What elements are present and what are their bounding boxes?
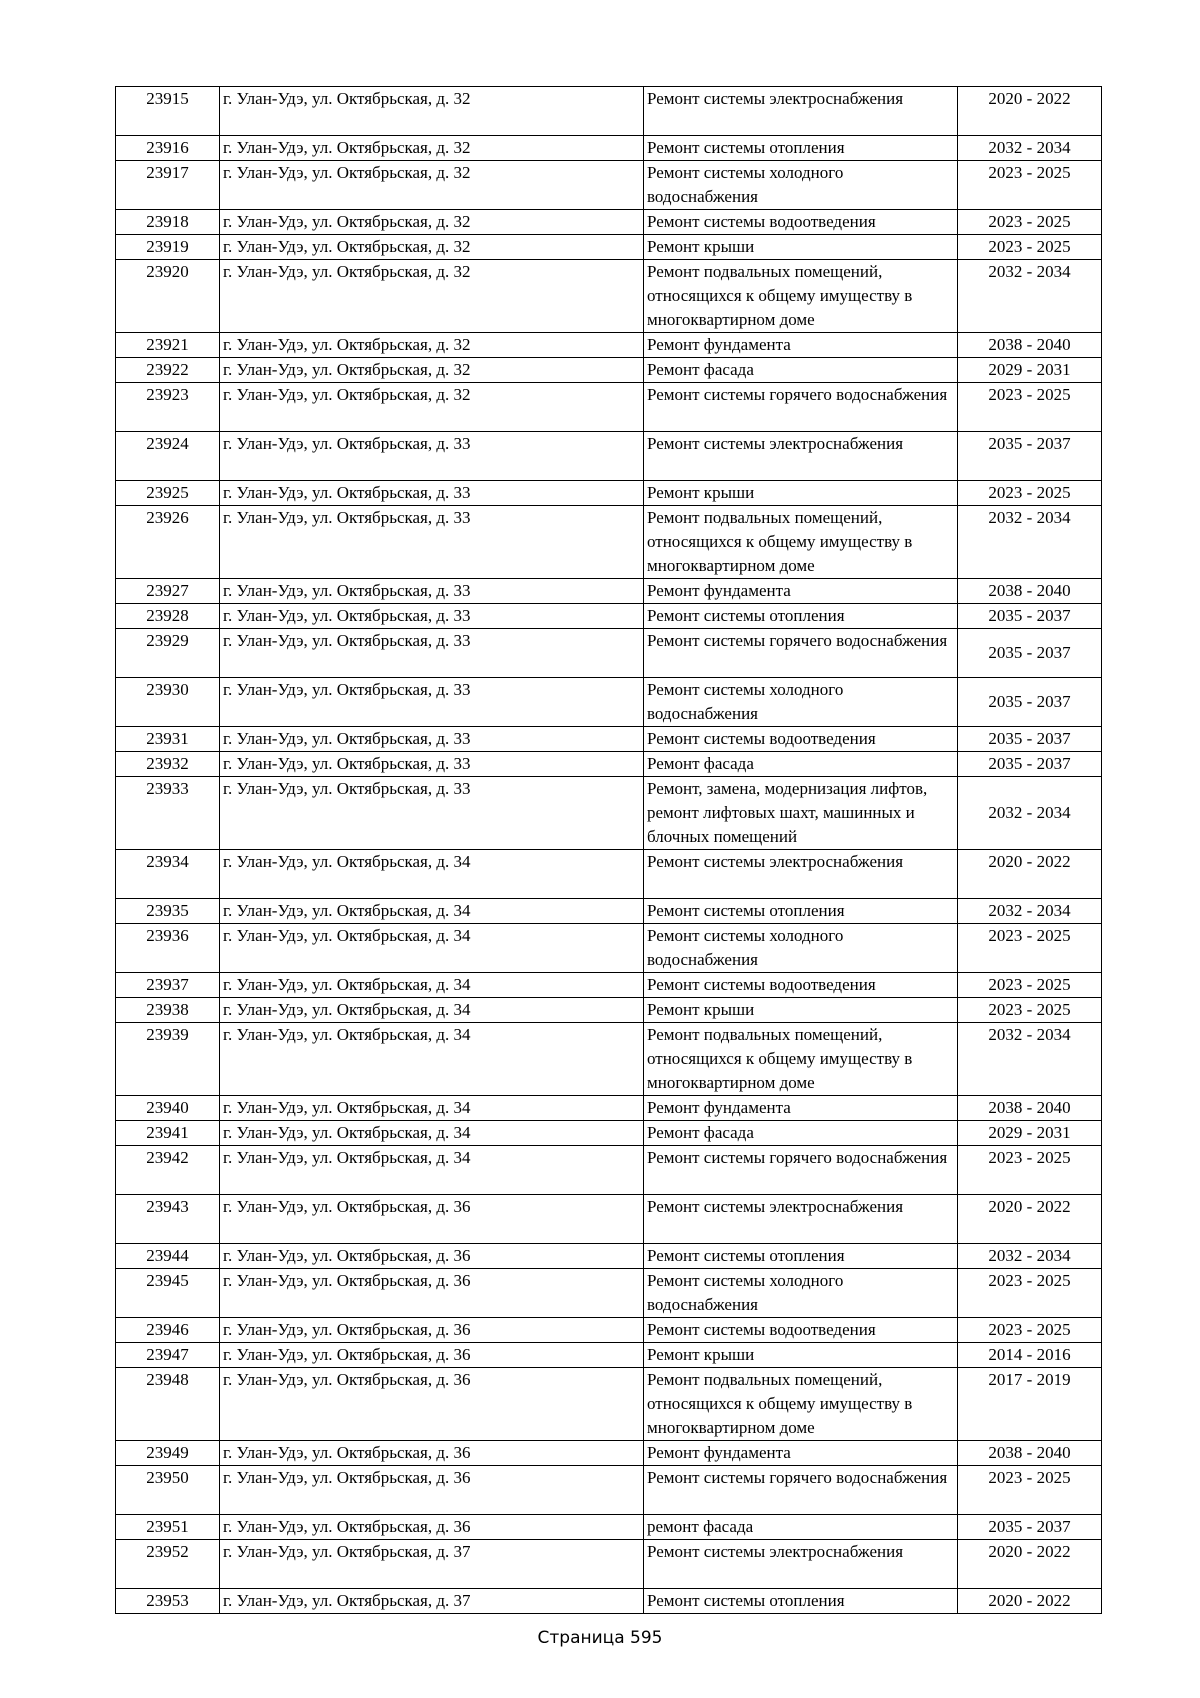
row-address: г. Улан-Удэ, ул. Октябрьская, д. 33 <box>220 579 644 604</box>
row-work-type: Ремонт системы отопления <box>644 1589 958 1614</box>
row-work-type: Ремонт подвальных помещений, относящихся к общему имуществу в многоквартирном доме <box>644 1368 958 1441</box>
table-row <box>116 1515 1102 1540</box>
row-work-type: Ремонт фасада <box>644 358 958 383</box>
works-table <box>115 86 1102 1614</box>
table-row <box>116 1466 1102 1515</box>
row-address: г. Улан-Удэ, ул. Октябрьская, д. 36 <box>220 1515 644 1540</box>
table-row <box>116 432 1102 481</box>
table-row <box>116 899 1102 924</box>
row-address: г. Улан-Удэ, ул. Октябрьская, д. 33 <box>220 629 644 678</box>
row-work-type: Ремонт системы холодного водоснабжения <box>644 161 958 210</box>
row-work-type: Ремонт фундамента <box>644 579 958 604</box>
row-work-type: Ремонт крыши <box>644 481 958 506</box>
table-row <box>116 1146 1102 1195</box>
row-id: 23946 <box>116 1318 220 1343</box>
row-id: 23951 <box>116 1515 220 1540</box>
row-period: 2032 - 2034 <box>958 136 1102 161</box>
row-id: 23948 <box>116 1368 220 1441</box>
row-period: 2023 - 2025 <box>958 235 1102 260</box>
row-work-type: Ремонт системы водоотведения <box>644 1318 958 1343</box>
row-period: 2029 - 2031 <box>958 358 1102 383</box>
table-row <box>116 998 1102 1023</box>
row-id: 23922 <box>116 358 220 383</box>
table-row <box>116 481 1102 506</box>
row-work-type: Ремонт крыши <box>644 998 958 1023</box>
row-period: 2035 - 2037 <box>958 678 1102 727</box>
row-id: 23925 <box>116 481 220 506</box>
row-address: г. Улан-Удэ, ул. Октябрьская, д. 37 <box>220 1589 644 1614</box>
row-id: 23939 <box>116 1023 220 1096</box>
table-row <box>116 1269 1102 1318</box>
row-period: 2032 - 2034 <box>958 899 1102 924</box>
row-address: г. Улан-Удэ, ул. Октябрьская, д. 33 <box>220 752 644 777</box>
table-row <box>116 260 1102 333</box>
row-id: 23944 <box>116 1244 220 1269</box>
row-id: 23943 <box>116 1195 220 1244</box>
row-id: 23942 <box>116 1146 220 1195</box>
table-row <box>116 161 1102 210</box>
table-row <box>116 777 1102 850</box>
row-work-type: Ремонт системы горячего водоснабжения <box>644 1466 958 1515</box>
table-row <box>116 1540 1102 1589</box>
row-address: г. Улан-Удэ, ул. Октябрьская, д. 34 <box>220 899 644 924</box>
row-id: 23935 <box>116 899 220 924</box>
row-address: г. Улан-Удэ, ул. Октябрьская, д. 34 <box>220 1146 644 1195</box>
row-address: г. Улан-Удэ, ул. Октябрьская, д. 36 <box>220 1441 644 1466</box>
table-row <box>116 1441 1102 1466</box>
row-address: г. Улан-Удэ, ул. Октябрьская, д. 36 <box>220 1244 644 1269</box>
row-work-type: Ремонт системы электроснабжения <box>644 87 958 136</box>
row-period: 2020 - 2022 <box>958 1589 1102 1614</box>
table-row <box>116 358 1102 383</box>
row-period: 2023 - 2025 <box>958 1466 1102 1515</box>
row-address: г. Улан-Удэ, ул. Октябрьская, д. 32 <box>220 235 644 260</box>
row-id: 23945 <box>116 1269 220 1318</box>
row-work-type: Ремонт системы отопления <box>644 899 958 924</box>
row-id: 23938 <box>116 998 220 1023</box>
row-work-type: Ремонт системы горячего водоснабжения <box>644 1146 958 1195</box>
row-work-type: Ремонт фундамента <box>644 333 958 358</box>
row-period: 2023 - 2025 <box>958 1269 1102 1318</box>
row-period: 2032 - 2034 <box>958 1244 1102 1269</box>
table-row <box>116 604 1102 629</box>
row-address: г. Улан-Удэ, ул. Октябрьская, д. 34 <box>220 850 644 899</box>
table-row <box>116 850 1102 899</box>
row-period: 2023 - 2025 <box>958 924 1102 973</box>
row-period: 2023 - 2025 <box>958 1318 1102 1343</box>
row-address: г. Улан-Удэ, ул. Октябрьская, д. 36 <box>220 1195 644 1244</box>
table-row <box>116 1096 1102 1121</box>
row-work-type: Ремонт подвальных помещений, относящихся к общему имуществу в многоквартирном доме <box>644 1023 958 1096</box>
row-address: г. Улан-Удэ, ул. Октябрьская, д. 33 <box>220 604 644 629</box>
row-id: 23930 <box>116 678 220 727</box>
row-work-type: Ремонт фасада <box>644 1121 958 1146</box>
row-address: г. Улан-Удэ, ул. Октябрьская, д. 32 <box>220 260 644 333</box>
row-id: 23916 <box>116 136 220 161</box>
row-work-type: Ремонт системы водоотведения <box>644 727 958 752</box>
table-row <box>116 629 1102 678</box>
table-row <box>116 752 1102 777</box>
row-period: 2035 - 2037 <box>958 432 1102 481</box>
row-id: 23919 <box>116 235 220 260</box>
row-address: г. Улан-Удэ, ул. Октябрьская, д. 32 <box>220 333 644 358</box>
table-row <box>116 383 1102 432</box>
row-address: г. Улан-Удэ, ул. Октябрьская, д. 32 <box>220 161 644 210</box>
row-address: г. Улан-Удэ, ул. Октябрьская, д. 34 <box>220 924 644 973</box>
row-address: г. Улан-Удэ, ул. Октябрьская, д. 36 <box>220 1343 644 1368</box>
row-work-type: Ремонт системы электроснабжения <box>644 1195 958 1244</box>
row-id: 23931 <box>116 727 220 752</box>
row-work-type: Ремонт системы электроснабжения <box>644 850 958 899</box>
table-row <box>116 235 1102 260</box>
row-address: г. Улан-Удэ, ул. Октябрьская, д. 33 <box>220 678 644 727</box>
table-row <box>116 973 1102 998</box>
table-row <box>116 210 1102 235</box>
row-address: г. Улан-Удэ, ул. Октябрьская, д. 36 <box>220 1318 644 1343</box>
row-work-type: Ремонт системы электроснабжения <box>644 432 958 481</box>
row-period: 2035 - 2037 <box>958 727 1102 752</box>
row-period: 2029 - 2031 <box>958 1121 1102 1146</box>
row-work-type: Ремонт крыши <box>644 235 958 260</box>
row-address: г. Улан-Удэ, ул. Октябрьская, д. 34 <box>220 973 644 998</box>
row-work-type: Ремонт фундамента <box>644 1096 958 1121</box>
row-period: 2020 - 2022 <box>958 1195 1102 1244</box>
row-work-type: Ремонт системы водоотведения <box>644 210 958 235</box>
row-work-type: Ремонт фасада <box>644 752 958 777</box>
works-table-body <box>116 87 1102 1614</box>
row-period: 2014 - 2016 <box>958 1343 1102 1368</box>
row-address: г. Улан-Удэ, ул. Октябрьская, д. 33 <box>220 727 644 752</box>
table-row <box>116 678 1102 727</box>
row-period: 2038 - 2040 <box>958 1441 1102 1466</box>
row-period: 2032 - 2034 <box>958 1023 1102 1096</box>
row-address: г. Улан-Удэ, ул. Октябрьская, д. 33 <box>220 506 644 579</box>
row-work-type: Ремонт системы холодного водоснабжения <box>644 678 958 727</box>
row-address: г. Улан-Удэ, ул. Октябрьская, д. 32 <box>220 210 644 235</box>
row-address: г. Улан-Удэ, ул. Октябрьская, д. 36 <box>220 1368 644 1441</box>
table-row <box>116 1368 1102 1441</box>
row-address: г. Улан-Удэ, ул. Октябрьская, д. 33 <box>220 432 644 481</box>
row-id: 23949 <box>116 1441 220 1466</box>
row-id: 23915 <box>116 87 220 136</box>
row-id: 23921 <box>116 333 220 358</box>
row-period: 2032 - 2034 <box>958 260 1102 333</box>
table-row <box>116 1589 1102 1614</box>
row-period: 2020 - 2022 <box>958 87 1102 136</box>
row-id: 23917 <box>116 161 220 210</box>
row-address: г. Улан-Удэ, ул. Октябрьская, д. 36 <box>220 1269 644 1318</box>
table-row <box>116 924 1102 973</box>
row-work-type: Ремонт, замена, модернизация лифтов, ремонт лифтовых шахт, машинных и блочных помещений <box>644 777 958 850</box>
row-period: 2017 - 2019 <box>958 1368 1102 1441</box>
row-id: 23929 <box>116 629 220 678</box>
row-period: 2020 - 2022 <box>958 1540 1102 1589</box>
row-address: г. Улан-Удэ, ул. Октябрьская, д. 36 <box>220 1466 644 1515</box>
row-address: г. Улан-Удэ, ул. Октябрьская, д. 32 <box>220 87 644 136</box>
row-address: г. Улан-Удэ, ул. Октябрьская, д. 33 <box>220 777 644 850</box>
row-address: г. Улан-Удэ, ул. Октябрьская, д. 34 <box>220 1121 644 1146</box>
table-row <box>116 136 1102 161</box>
table-row <box>116 1195 1102 1244</box>
row-id: 23936 <box>116 924 220 973</box>
row-id: 23927 <box>116 579 220 604</box>
table-row <box>116 506 1102 579</box>
row-work-type: Ремонт подвальных помещений, относящихся к общему имуществу в многоквартирном доме <box>644 506 958 579</box>
row-work-type: Ремонт системы водоотведения <box>644 973 958 998</box>
row-id: 23924 <box>116 432 220 481</box>
row-period: 2023 - 2025 <box>958 383 1102 432</box>
row-address: г. Улан-Удэ, ул. Октябрьская, д. 34 <box>220 998 644 1023</box>
row-address: г. Улан-Удэ, ул. Октябрьская, д. 32 <box>220 358 644 383</box>
row-work-type: Ремонт фундамента <box>644 1441 958 1466</box>
row-work-type: Ремонт системы отопления <box>644 1244 958 1269</box>
row-period: 2020 - 2022 <box>958 850 1102 899</box>
table-row <box>116 1023 1102 1096</box>
row-id: 23923 <box>116 383 220 432</box>
row-id: 23950 <box>116 1466 220 1515</box>
row-period: 2032 - 2034 <box>958 777 1102 850</box>
row-work-type: Ремонт крыши <box>644 1343 958 1368</box>
row-period: 2035 - 2037 <box>958 629 1102 678</box>
row-id: 23941 <box>116 1121 220 1146</box>
row-period: 2023 - 2025 <box>958 998 1102 1023</box>
row-work-type: Ремонт системы отопления <box>644 136 958 161</box>
row-id: 23940 <box>116 1096 220 1121</box>
table-row <box>116 727 1102 752</box>
row-work-type: Ремонт системы электроснабжения <box>644 1540 958 1589</box>
row-period: 2035 - 2037 <box>958 1515 1102 1540</box>
row-id: 23928 <box>116 604 220 629</box>
table-row <box>116 579 1102 604</box>
row-id: 23926 <box>116 506 220 579</box>
row-work-type: Ремонт подвальных помещений, относящихся к общему имуществу в многоквартирном доме <box>644 260 958 333</box>
table-row <box>116 1244 1102 1269</box>
row-period: 2023 - 2025 <box>958 973 1102 998</box>
row-period: 2023 - 2025 <box>958 481 1102 506</box>
row-period: 2038 - 2040 <box>958 333 1102 358</box>
table-row <box>116 333 1102 358</box>
row-id: 23947 <box>116 1343 220 1368</box>
row-id: 23933 <box>116 777 220 850</box>
row-period: 2032 - 2034 <box>958 506 1102 579</box>
row-period: 2038 - 2040 <box>958 1096 1102 1121</box>
row-work-type: Ремонт системы горячего водоснабжения <box>644 383 958 432</box>
row-period: 2035 - 2037 <box>958 752 1102 777</box>
row-address: г. Улан-Удэ, ул. Октябрьская, д. 34 <box>220 1096 644 1121</box>
row-id: 23918 <box>116 210 220 235</box>
row-period: 2038 - 2040 <box>958 579 1102 604</box>
row-period: 2023 - 2025 <box>958 210 1102 235</box>
row-id: 23952 <box>116 1540 220 1589</box>
row-work-type: Ремонт системы холодного водоснабжения <box>644 1269 958 1318</box>
row-work-type: ремонт фасада <box>644 1515 958 1540</box>
row-work-type: Ремонт системы горячего водоснабжения <box>644 629 958 678</box>
row-id: 23934 <box>116 850 220 899</box>
table-row <box>116 1343 1102 1368</box>
page-number: Страница 595 <box>537 1628 663 1648</box>
row-id: 23920 <box>116 260 220 333</box>
row-id: 23932 <box>116 752 220 777</box>
table-row <box>116 1318 1102 1343</box>
row-address: г. Улан-Удэ, ул. Октябрьская, д. 32 <box>220 136 644 161</box>
table-row <box>116 1121 1102 1146</box>
row-address: г. Улан-Удэ, ул. Октябрьская, д. 34 <box>220 1023 644 1096</box>
row-id: 23953 <box>116 1589 220 1614</box>
row-address: г. Улан-Удэ, ул. Октябрьская, д. 33 <box>220 481 644 506</box>
row-work-type: Ремонт системы холодного водоснабжения <box>644 924 958 973</box>
row-period: 2035 - 2037 <box>958 604 1102 629</box>
row-address: г. Улан-Удэ, ул. Октябрьская, д. 32 <box>220 383 644 432</box>
table-row <box>116 87 1102 136</box>
row-period: 2023 - 2025 <box>958 161 1102 210</box>
row-address: г. Улан-Удэ, ул. Октябрьская, д. 37 <box>220 1540 644 1589</box>
row-period: 2023 - 2025 <box>958 1146 1102 1195</box>
row-id: 23937 <box>116 973 220 998</box>
row-work-type: Ремонт системы отопления <box>644 604 958 629</box>
